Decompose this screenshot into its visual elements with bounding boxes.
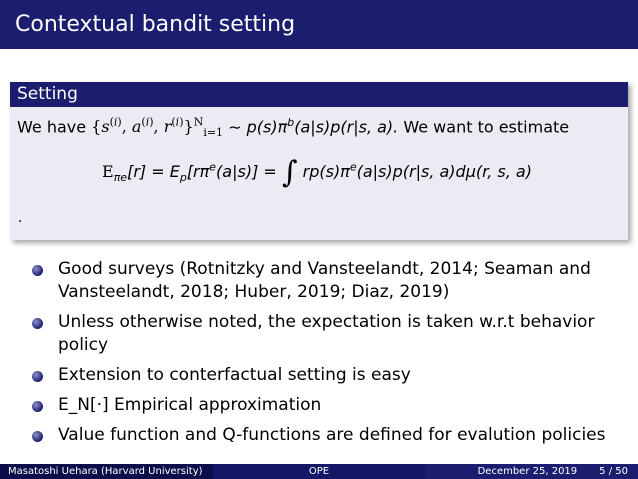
- page-number: 5 / 50: [599, 466, 628, 477]
- bullet-icon: [32, 265, 43, 276]
- block-title: Setting: [10, 82, 628, 107]
- setting-sentence: [17, 116, 569, 140]
- sample-sup: N: [193, 116, 204, 129]
- bullet-icon: [32, 318, 43, 329]
- eq-lhs-sub: πe: [113, 171, 128, 185]
- policy-sup: b: [287, 116, 295, 129]
- bullet-icon: [32, 431, 43, 442]
- eq-lhs: E: [102, 162, 114, 181]
- estimand-equation: [102, 155, 532, 190]
- list-item: Good surveys (Rotnitzky and Vansteelandt, 2014; Seaman and Vansteelandt, 2018; Huber, 2019; Diaz, 2019): [32, 258, 618, 304]
- trailing-period: .: [18, 210, 23, 226]
- bullet-icon: [32, 401, 43, 412]
- bullet-icon: [32, 371, 43, 382]
- eq-rhs-rest: (a|s)p(r|s, a)dμ(r, s, a): [356, 162, 532, 181]
- list-item: Value function and Q-functions are defined for evalution policies: [32, 424, 618, 447]
- eq-rhs: rp(s)π: [302, 162, 350, 181]
- block-body: [10, 107, 628, 240]
- sample-set: {$s^{(i)}$, $a^{(i)}$, $r^{(i)}\}^N_{i=1}$: [91, 116, 224, 140]
- eq-lhs-rest: [r] = E: [127, 162, 180, 181]
- footer-author: Masatoshi Uehara (Harvard University): [0, 464, 213, 479]
- eq-mid-sup: e: [209, 160, 217, 174]
- footer-bar: [0, 464, 638, 479]
- slide-title: Contextual bandit setting: [0, 0, 638, 49]
- distribution: ∼ p(s)π: [228, 117, 288, 137]
- eq-mid: [rπ: [186, 162, 210, 181]
- eq-rhs-sup: e: [349, 160, 357, 174]
- eq-mid-rest: (a|s)] =: [216, 162, 277, 181]
- eq-p-sub: p: [179, 171, 187, 185]
- footer-date: December 25, 2019: [477, 466, 578, 477]
- footer-title: OPE: [213, 464, 425, 479]
- list-item: Extension to conterfactual setting is easy: [32, 364, 618, 387]
- list-item: Unless otherwise noted, the expectation is taken w.r.t behavior policy: [32, 311, 618, 357]
- distribution-tail: (a|s)p(r|s, a).: [294, 117, 399, 137]
- sample-sub: i=1: [203, 126, 224, 140]
- text-prefix: We have: [17, 117, 87, 137]
- list-item: E_N[·] Empirical approximation: [32, 394, 618, 417]
- text-suffix: We want to estimate: [403, 117, 570, 137]
- bullet-list: [32, 258, 618, 454]
- footer-right: [425, 464, 638, 479]
- setting-block: [10, 82, 628, 240]
- integral-sign: ∫: [281, 155, 298, 190]
